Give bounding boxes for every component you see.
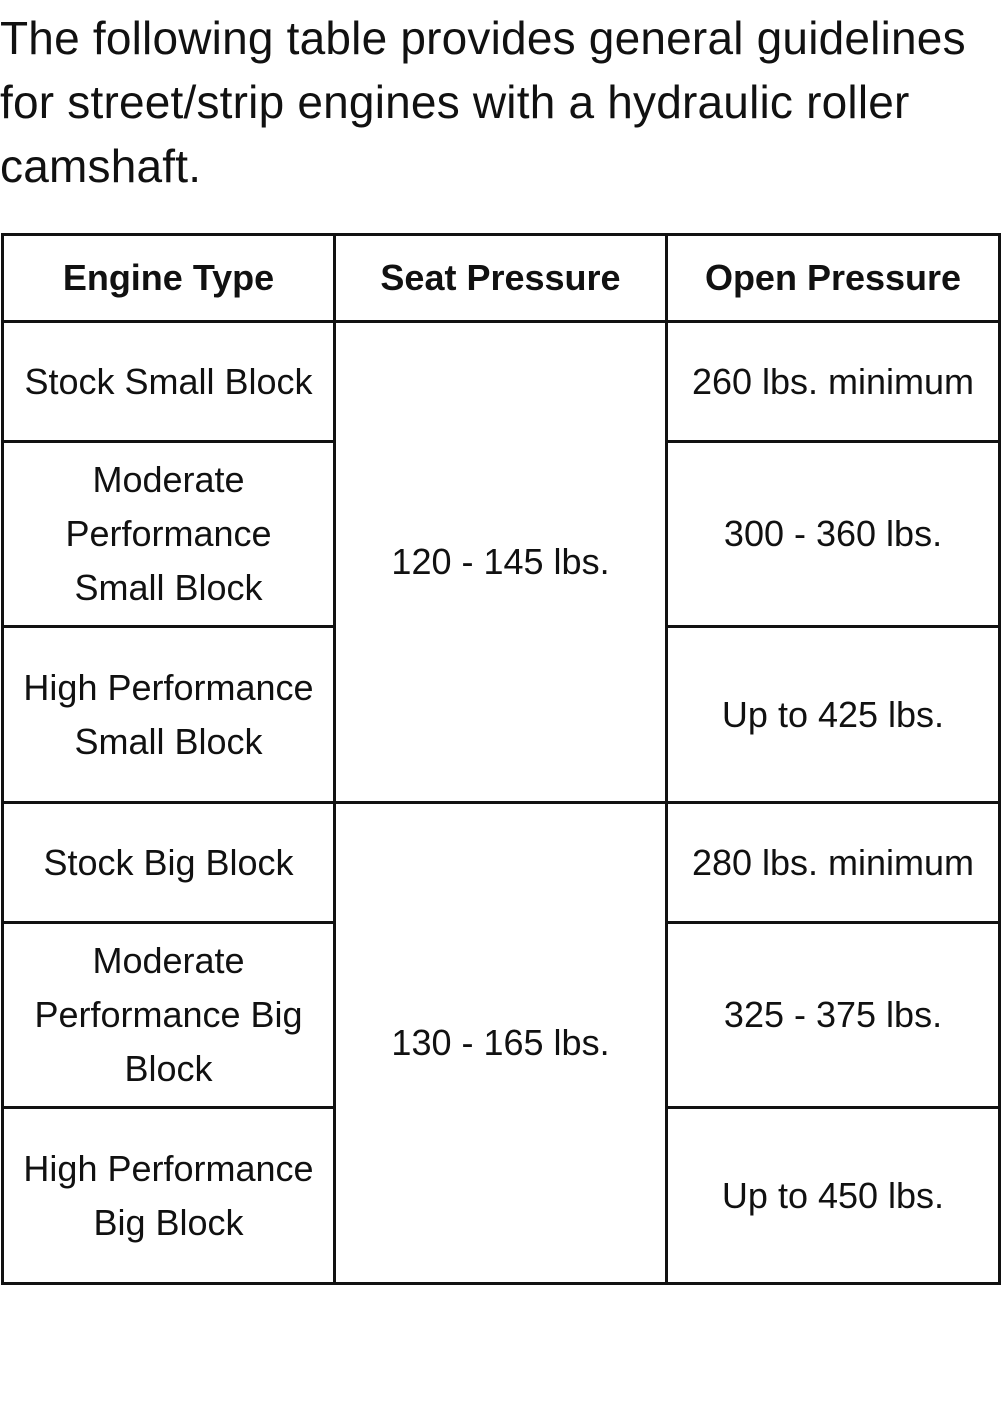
engine-type-cell: Stock Small Block: [3, 322, 335, 442]
valve-spring-pressure-table: [1, 233, 1001, 1285]
header-open-pressure: Open Pressure: [667, 235, 1000, 322]
engine-type-cell: High Performance Big Block: [3, 1108, 335, 1284]
open-pressure-cell: 260 lbs. minimum: [667, 322, 1000, 442]
table-row: [3, 322, 1000, 442]
engine-type-cell: High Performance Small Block: [3, 627, 335, 803]
open-pressure-cell: Up to 425 lbs.: [667, 627, 1000, 803]
engine-type-cell: Stock Big Block: [3, 803, 335, 923]
seat-pressure-cell: 130 - 165 lbs.: [335, 803, 667, 1284]
header-engine-type: Engine Type: [3, 235, 335, 322]
intro-paragraph: The following table provides general guidelines for street/strip engines with a hydraulic roller camshaft.: [0, 12, 966, 192]
seat-pressure-cell: 120 - 145 lbs.: [335, 322, 667, 803]
table-row: [3, 803, 1000, 923]
engine-type-cell: Moderate Performance Small Block: [3, 442, 335, 627]
open-pressure-cell: Up to 450 lbs.: [667, 1108, 1000, 1284]
open-pressure-cell: 300 - 360 lbs.: [667, 442, 1000, 627]
engine-type-cell: Moderate Performance Big Block: [3, 923, 335, 1108]
open-pressure-cell: 280 lbs. minimum: [667, 803, 1000, 923]
table-header-row: [3, 235, 1000, 322]
header-seat-pressure: Seat Pressure: [335, 235, 667, 322]
open-pressure-cell: 325 - 375 lbs.: [667, 923, 1000, 1108]
